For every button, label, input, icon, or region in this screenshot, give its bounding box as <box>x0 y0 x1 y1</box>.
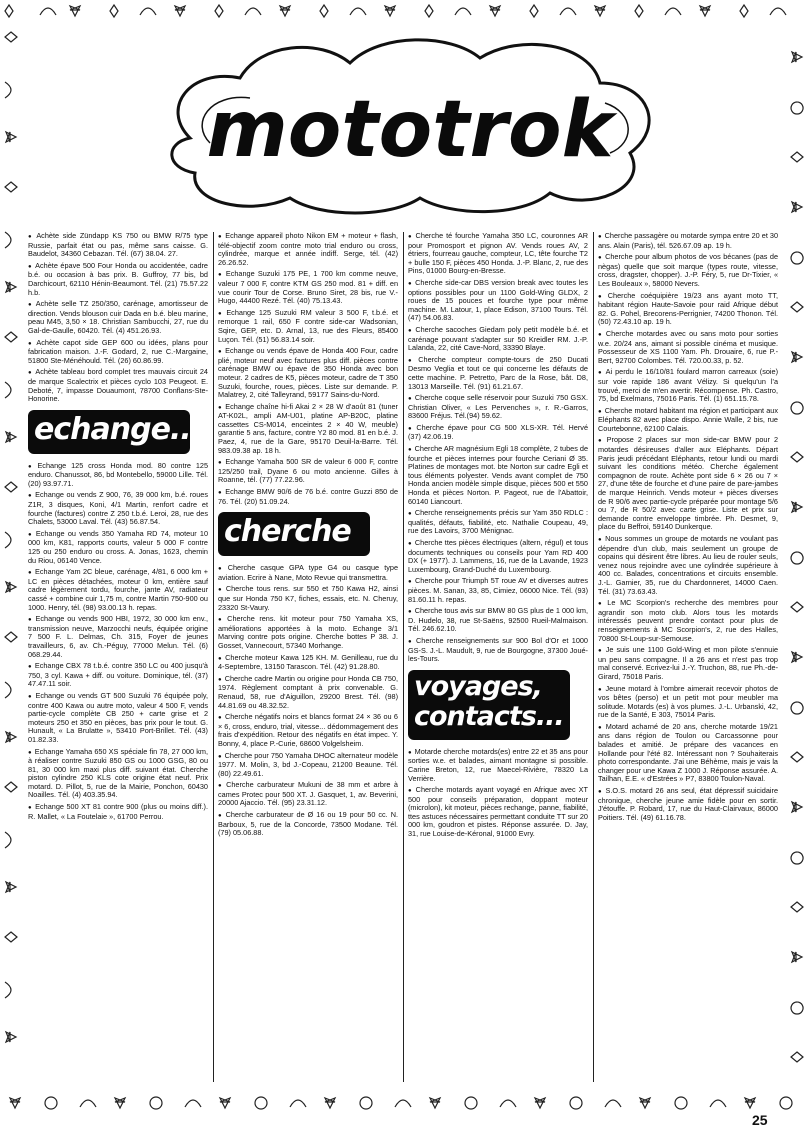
ad-item: ● Cherche renseignements précis sur Yam 350 RDLC : qualités, défauts, fiabilité, etc. Nathalie Coupeau, 49, rue des Lavoirs, 3700 Ménignac. <box>408 509 588 536</box>
ad-item: ● Cherche carburateur de Ø 16 ou 19 pour 50 cc. N. Barboux, 5, rue de la Concorde, 73500 Modane. Tél. (79) 05.06.88. <box>218 811 398 838</box>
ad-item: ● Echange Yam 2C bleue, carénage, 4/81, 6 000 km + LC en pièces détachées, moteur 0 km, entière sauf cadre légèrement tordu, fourche, jante AV, radiateur cassé + combine cuir 1,75 m, contre Martin 750-900 ou 1000. Henry, tél. (98) 93.00.13 h. repas. <box>28 568 208 612</box>
ad-item: ● Echange appareil photo Nikon EM + moteur + flash, télé-objectif zoom contre moto trial enduro ou cross, cylindrée, marque et année indiff. Serge, tél. (42) 26.26.52. <box>218 232 398 267</box>
ad-item: ● Echange ou vends Z 900, 76, 39 000 km, b.é. roues Z1R, 3 disques, Koni, 4/1 Martin, renfort cadre et fourche (factures) contre Z 250 t.b.é. Leroi, 28, rue des Chalets, 53000 Laval. Tél. (43) 56.87.54. <box>28 491 208 526</box>
ad-item: ● Echange ou vends 350 Yamaha RD 74, moteur 10 000 km, K81, rapports courts, valeur 5 000 F contre 125 ou 250 enduro ou cross. A. Jonas, 1623, chemin du Riou, 06140 Vence. <box>28 530 208 565</box>
ad-item: ● Echange Yamaha 650 XS spéciale fin 78, 27 000 km, à réaliser contre Suzuki 850 GS ou 1000 GSG, 80 ou 81, 30 000 km maxi plus diff. suivant état. Cherche piston cylindre 250 KLS cote origine état neuf. Prix motard. D. Pillot, 5, rue de la Mairie, Ponchon, 60430 Noailles. Tél. (4) 403.35.94. <box>28 748 208 801</box>
ad-item: ● Cherche compteur compte-tours de 250 Ducati Desmo Veglia et tout ce qui concerne les défauts de cette machine. P. Petretto, Parc de la Rose, bât. D8, 13013 Marseille. Tél. (91) 61.21.67. <box>408 356 588 391</box>
ad-item: ● Achète épave 500 Four Honda ou accidentée, cadre b.é. ou occasion à bas prix. B. Guffroy, 77 bis, bd Darchicourt, 62110 Hénin-Beaumont. Tél. (21) 75.57.22 h.b. <box>28 262 208 297</box>
ad-item: ● Cherche passagère ou motarde sympa entre 20 et 30 ans. Alain (Paris), tél. 526.67.09 ap. 19 h. <box>598 232 778 250</box>
section-heading-voyages-contacts <box>408 670 570 740</box>
heading-line-voyages: voyages, <box>414 670 542 702</box>
ad-item: ● Propose 2 places sur mon side-car BMW pour 2 motardes désireuses d'aller aux Eléphants. Départ Paris jeudi précédant Eléphants, retour lundi ou mardi suivant les conditions météo. Cherche également compagnon de route. Achète pont side 6 × 26 ou 7 × 27, d'une tête de fourche et d'une paire de pare-jambes de marque Heinrich. Vends moteur + pièces diverses de R 90/6 avec partie-cycle préparée pour montage 5/6 ou 7, de R 50/2 avec carte grise. Liste et prix sur demande contre enveloppe timbrée. Ph. Desmet, 9, place du Beffroi, 59140 Dunkerque. <box>598 436 778 532</box>
ad-item: ● Cherche casque GPA type G4 ou casque type aviation. Ecrire à Nane, Moto Revue qui transmettra. <box>218 564 398 582</box>
logo-title: mototrok <box>206 85 614 175</box>
column-4 <box>598 232 778 1082</box>
classified-ads-area <box>28 232 780 1082</box>
ad-item: ● S.O.S. motard 26 ans seul, état dépressif suicidaire chronique, cherche jeune amie fidèle pour en sortir. J'étouffe. P. Robard, 17, rue du Haut-Clairvaux, 86000 Poitiers. Tél. (49) 61.16.78. <box>598 787 778 822</box>
ad-item: ● Jeune motard à l'ombre aimerait recevoir photos de vos bêtes (perso) et un petit mot pour meubler ma solitude. Motards (es) à vos plumes. J.-L. Urbanski, 42, rue de la Santé, E 303, 75014 Paris. <box>598 685 778 720</box>
ad-item: ● Achète side Zündapp KS 750 ou BMW R/75 type Russie, parfait état ou pas, même sans caisse. G. Baudelot, 34360 Cebazan. Tél. (67) 38.04. 27. <box>28 232 208 259</box>
ad-item: ● Echange CBX 78 t.b.é. contre 350 LC ou 400 jusqu'à 750, 3 cyl. Kawa + diff. ou voiture. Dominique, tél. (37) 47.47.11 soir. <box>28 662 208 689</box>
ad-item: ● Echange Suzuki 175 PE, 1 700 km comme neuve, valeur 7 000 F, contre KTM GS 250 mod. 81 + diff. en vue courir Tour de Corse. Bruno Siret, 28 bis, rue V.-Hugo, 44400 Rezé. Tél. (40) 75.13.43. <box>218 270 398 305</box>
column-2 <box>218 232 398 1082</box>
ad-item: ● Cherche renseignements sur 900 Bol d'Or et 1000 GS-S. J.-L. Maudult, 9, rue de Bourgogne, 37300 Joué-les-Tours. <box>408 637 588 664</box>
section-heading-cherche: cherche <box>218 512 370 556</box>
logo-cloud-icon <box>150 28 670 218</box>
ad-item: ● Achète selle TZ 250/350, carénage, amortisseur de direction. Vends blouson cuir Dada en b.é. bleu marine, peau M45, 3,50 × 18. Christian Sambucchi, 27, rue du Gal-de-Gaulle, 60420. Tél. (4) 451.26.93. <box>28 300 208 335</box>
decorative-border-bottom <box>0 1092 811 1114</box>
ad-item: ● Cherche tous avis sur BMW 80 GS plus de 1 000 km, D. Hudelo, 38, rue St-Saëns, 92500 Rueil-Malmaison. Tél. 246.62.10. <box>408 607 588 634</box>
heading-line-contacts: contacts... <box>414 700 564 732</box>
ad-item: ● Echange BMW 90/6 de 76 b.é. contre Guzzi 850 de 76. Tél. (20) 51.09.24. <box>218 488 398 506</box>
ad-item: ● Echange ou vends épave de Honda 400 Four, cadre plié, moteur neuf avec factures plus diff. pièces contre carénage BMW ou épave de 350 Honda avec bon moteur. 2 cadres de K5, pièces moteur, cadre de T 350 Suzuki, fourche, roues, pièces. Liste sur demande. P. Malatrey, 2, cité Talleyrand, 59177 Sains-du-Nord. <box>218 347 398 400</box>
ad-item: ● Cherche side-car DBS version break avec toutes les options possibles pour un 1100 Gold-Wing GLDX, 2 roues de 15 pouces et fourche type pour même machine. M. Latour, 1, place Edison, 37100 Tours. Tél. (47) 54.06.83. <box>408 279 588 323</box>
ad-item: ● Echange Yamaha 500 SR de valeur 6 000 F, contre 125/250 trail, Dyane 6 ou moto ancienne. Gilles à Roanne, tél. (77) 77.22.96. <box>218 458 398 485</box>
ad-item: ● Cherche motardes avec ou sans moto pour sorties w.e. 20/24 ans, aimant si possible cinéma et musique. Possesseur de XS 1100 Yam. Ph. Drouaire, 6, rue P.-Bert, 92700 Colombes. Tél. 720.00.33, p. 52. <box>598 330 778 365</box>
ad-item: ● Cherche AR magnésium Egli 18 complète, 2 tubes de fourche et pièces internes pour fourche Ceriani Ø 35. Platines de montages mot. bte Norton sur cadre Egli et tous éléments polyester. Vends avant complet de 750 Honda ancien modèle simple disque, pièces 500 et 550 Honda et pièces Norton. P. Pageot, rue de l'Abattoir, 60140 Liancourt. <box>408 445 588 506</box>
ad-item: ● Cherche pour 750 Yamaha DHOC alternateur modèle 1977. M. Molin, 3, bd J.-Copeau, 21200 Beaune. Tél. (80) 22.49.61. <box>218 752 398 779</box>
ad-item: ● Cherche sacoches Giedam poly petit modèle b.é. et carénage pouvant s'adapter sur 50 Kreidler RM. J.-P. Lalanda, 22, cité Cave-Nord, 33390 Blaye. <box>408 326 588 353</box>
column-3 <box>408 232 588 1082</box>
ad-item: ● Cherche tous rens. sur 550 et 750 Kawa H2, ainsi que sur Honda 750 K7, fiches, essais, etc. N. Cheruy, 23320 St-Vaury. <box>218 585 398 612</box>
column-divider <box>213 232 214 1082</box>
ad-item: ● Le MC Scorpion's recherche des membres pour agrandir son moto club. Alors tous les motards intéressés peuvent prendre contact pour plus de renseignements à MC Scorpion's, 2, rue des Halles, 70800 St-Loup-sur-Semouse. <box>598 599 778 643</box>
ad-item: ● Je suis une 1100 Gold-Wing et mon pilote s'ennuie un peu sans compagne. Il a 26 ans et n'est pas trop mal conservé. Ecrivez-lui J.-Y. Truchon, 88, rue Ph.-de-Girard, 75018 Paris. <box>598 646 778 681</box>
decorative-border-left <box>0 22 22 1092</box>
ad-item: ● Cherche té fourche Yamaha 350 LC, couronnes AR pour Promosport et pignon AV. Vends roues AV, 2 étriers, fourreau gauche, compteur, LC, tête fourche T2 + bulle 150 F, pièces 450 Honda. J.-P. Blanc, 2, rue des Pins, 01000 Bourg-en-Bresse. <box>408 232 588 276</box>
column-divider <box>403 232 404 1082</box>
ad-item: ● Echange 500 XT 81 contre 900 (plus ou moins diff.). R. Mallet, « La Foutelaie », 61700 Perrou. <box>28 803 208 821</box>
ad-item: ● Achète tableau bord complet tres mauvais circuit 24 de marque Scalectrix et pièces cyclo 103 Peugeot. E. Deboté, 7, impasse Douaumont, 78700 Conflans-Ste-Honorine. <box>28 368 208 403</box>
ad-item: ● Cherche moteur Kawa 125 KH. M. Genilleau, rue du 4-Septembre, 13150 Tarascon. Tél. (42) 91.28.80. <box>218 654 398 672</box>
ad-item: ● Cherche négatifs noirs et blancs format 24 × 36 ou 6 × 6, cross, enduro, trial, vitesse... dédommagement des frais d'expédition. Retour des négatifs en état impec. Y. Bonny, 4, place P.-Curie, 68600 Volgelsheim. <box>218 713 398 748</box>
ad-item: ● Echange 125 Suzuki RM valeur 3 500 F, t.b.é. et remorque 1 rail, 650 F contre side-car Wadsonian, Sqire, GEP, etc. D. Arnal, 13, rue des Fleurs, 85400 Luçon. Tél. (51) 56.83.14 soir. <box>218 309 398 344</box>
ad-item: ● Echange ou vends GT 500 Suzuki 76 équipée poly, contre 400 Kawa ou autre moto, valeur 4 500 F, vends partie-cycle complète CB 250 + carte grise et 2 moteurs 250 et 350 en pièces, bas prix pour le tout. G. Hunault, « La Brulatte », 53410 Port-Brillet. Tél. (43) 01.82.33. <box>28 692 208 745</box>
column-1 <box>28 232 208 1082</box>
ad-item: ● Cherche rens. kit moteur pour 750 Yamaha XS, améliorations apportées à la moto. Echange 3/1 Marving contre pots origine. Cherche bottes P 38. J. Gosset, Vannecourt, 57340 Morhange. <box>218 615 398 650</box>
ad-item: ● Cherche cadre Martin ou origine pour Honda CB 750, 1974. Règlement comptant à prix convenable. G. Renaud, 58, rue d'Aiguillon, 29200 Brest. Tél. (98) 44.81.69 ou 48.32.52. <box>218 675 398 710</box>
page-number: 25 <box>752 1112 768 1128</box>
decorative-border-right <box>786 22 808 1092</box>
section-heading-echange: echange.. <box>28 410 190 454</box>
ad-item: ● Echange chaîne hi-fi Akai 2 × 28 W d'août 81 (tuner AT-K02L, ampli AM-U01, platine AP-B20C, platine cassettes CS-M014, enceintes 2 × 40 W, meuble) garantie 5 ans, facture, contre Y2 80 mod. 81 en b.é. J. Paez, 4, rue de la Gare, 95170 Deuil-la-Barre. Tél. 983.09.38 ap. 18 h. <box>218 403 398 456</box>
ad-item: ● Ai perdu le 16/10/81 foulard marron carreaux (soie) sur voie rapide 186 avant Vélizy. Si quelqu'un l'a trouvé, merci de m'en avertir. Récompense. Ph. Castro, 75, bd Exelmans, 75016 Paris. Tél. (1) 651.15.78. <box>598 368 778 403</box>
ad-item: ● Cherche motard habitant ma région et participant aux Eléphants 82 avec place dispo. Annie Walle, 2 bis, rue Courtebonne, 62100 Calais. <box>598 407 778 434</box>
ad-item: ● Motarde cherche motards(es) entre 22 et 35 ans pour sorties w.e. et balades, aimant montagne si possible. Carine Breton, 12, rue Maecel-Rivière, 78320 La Verrière. <box>408 748 588 783</box>
column-divider <box>593 232 594 1082</box>
ad-item: ● Cherche pour Triumph 5T roue AV et diverses autres pièces. M. Sanan, 33, 85, Cimiez, 06000 Nice. Tél. (93) 81.60.11 h. repas. <box>408 577 588 604</box>
ad-item: ● Cherche carburateur Mukuni de 38 mm et arbre à cames Protec pour 500 XT. J. Gasquet, 1, av. Beverini, 20000 Ajaccio. Tél. (95) 23.31.12. <box>218 781 398 808</box>
ad-item: ● Echange 125 cross Honda mod. 80 contre 125 enduro. Chanussot, 86, bd Montebello, 59000 Lille. Tél. (20) 93.97.71. <box>28 462 208 489</box>
mototrok-logo <box>150 28 670 218</box>
ad-item: ● Cherche coque selle réservoir pour Suzuki 750 GSX. Christian Oliver, « Les Pervenches », r. R.-Garros, 83600 Fréjus. Tél.(94) 59.62. <box>408 394 588 421</box>
ad-item: ● Cherche épave pour CG 500 XLS-XR. Tél. Hervé (37) 42.06.19. <box>408 424 588 442</box>
ad-item: ● Cherche coéquipière 19/23 ans ayant moto TT, habitant région Haute-Savoie pour raid Afrique début 82. G. Pohel, Brecorens-Perrignier, 74200 Thonon. Tél. (50) 72.43.10 ap. 19 h. <box>598 292 778 327</box>
decorative-border-top <box>0 0 811 22</box>
ad-item: ● Cherche ttes pièces électriques (altern, régul) et tous documents techniques ou conseils pour Yam RD 400 DX (+ 1977). J. Lammens, 16, rue de la Lavande, 1923 Luxembourg, Grand-Duché du Luxembourg. <box>408 539 588 574</box>
ad-item: ● Cherche motards ayant voyagé en Afrique avec XT 500 pour conseils préparation, doppant moteur (microlon), kit moteur, pièces rechange, panne, fiabilité, ttes astuces nécessaires permettant conduite TT sur 20 000 km, goudron et pistes. Réponse assurée. D. Jay, 31, rue Louise-de-Kéronal, 91000 Evry. <box>408 786 588 839</box>
ad-item: ● Nous sommes un groupe de motards ne voulant pas dépendre d'un club, mais seulement un groupe de copains qui désirent être libres. Au lieu de rouler seuls, venez nous rejoindre avec une cylindrée supérieure à 400 cc. Balades, concentrations et circuits ensemble. J.-L. Garnier, 35, rue du Chardonneret, 14000 Caen. Tél. (31) 73.63.43. <box>598 535 778 596</box>
ad-item: ● Echange ou vends 900 HBI, 1972, 30 000 km env., transmission neuve, Marzocchi neufs, équipée origine 7 500 F. L. Delmas, Ch. 315, Foyer de jeunes travailleurs, 6, av. Ch.-Péguy, 77000 Melun. Tél. (6) 068.29.44. <box>28 615 208 659</box>
ad-item: ● Cherche pour album photos de vos bécanes (pas de nègas) quelle que soit marque (types route, vitesse, cross, dragster, chopper). J.-P. Féry, 5, rue Dr-Tixier, « Les Bouleaux », 58000 Nevers. <box>598 253 778 288</box>
ad-item: ● Achète capot side GEP 600 ou idées, plans pour fabrication maison. J.-F. Godard, 2, rue C.-Margaine, 51800 Ste-Ménéhould. Tél. (26) 60.86.99. <box>28 339 208 366</box>
ad-item: ● Motard acharné de 20 ans, cherche motarde 19/21 ans dans région de Toulon ou Carcassonne pour balades et amitié. Je prépare des vacances en Hollande pour l'été 82. Intéressant non ? Souhaiterais photo correspondante. J'ai une Béhème, mais je vais la changer pour une Kawa Z 1000 J. Réponse assurée. A. Tailhan, E.E. « d'Estrées » P7, 83800 Toulon-Naval. <box>598 723 778 784</box>
